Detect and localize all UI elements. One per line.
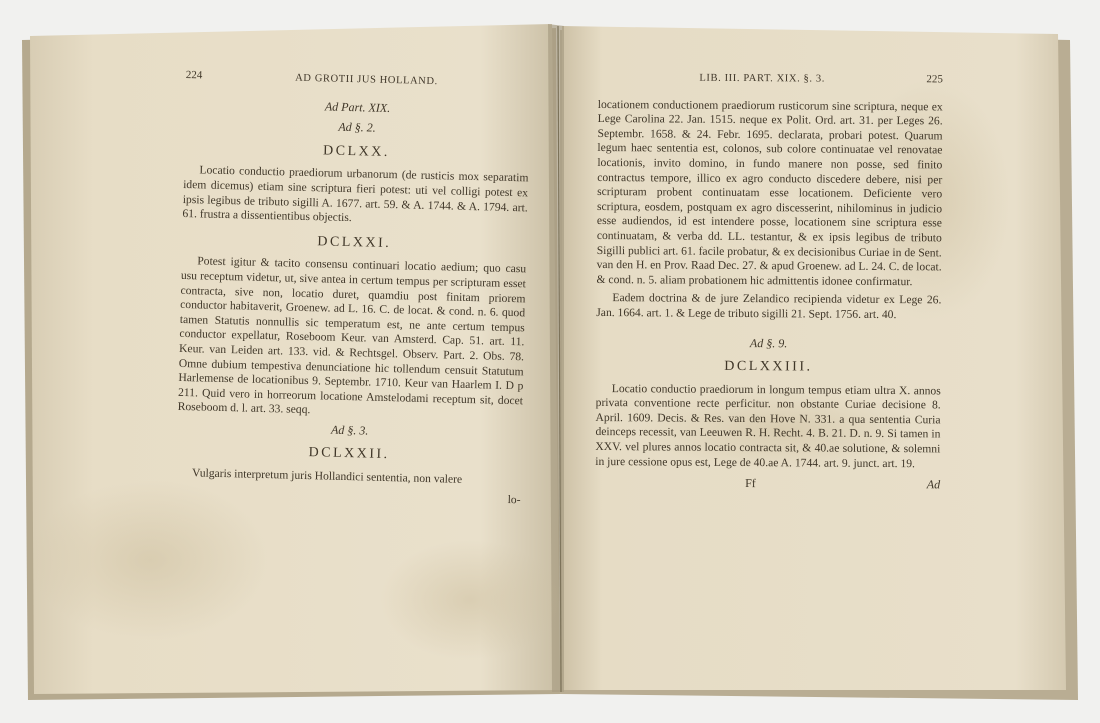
section-number: DCLXXII.	[308, 445, 390, 463]
right-page-number: 225	[926, 73, 943, 86]
catchword: lo-	[507, 492, 521, 506]
left-page-number: 224	[185, 68, 203, 82]
page-foot	[595, 475, 940, 492]
paper-stain	[380, 540, 560, 660]
part-heading: Ad Part. XIX.	[324, 99, 391, 115]
paragraph: Vulgaris interpretum juris Hollandici sententia, non valere	[191, 466, 463, 486]
left-page-text	[175, 68, 530, 508]
paragraph: Eadem doctrina & de jure Zelandico recipienda videtur ex Lege 26. Jan. 1664. art. 1. & Lege de tributo sigilli 21. Sept. 1756. art. 40.	[596, 291, 942, 321]
catchword: Ad	[926, 477, 941, 492]
section-number: DCLXX.	[322, 143, 391, 160]
sub-heading: Ad §. 9.	[749, 335, 788, 350]
sub-heading: Ad §. 3.	[330, 422, 369, 438]
left-running-title: AD GROTII JUS HOLLAND.	[295, 72, 438, 88]
section-number: DCLXXIII.	[724, 358, 813, 375]
paragraph: locationem conductionem praediorum rusticorum sine scriptura, neque ex Lege Carolina 22. Jan. 1515. neque ex Polit. Ord. art. 31. per Leges 26. Septembr. 1658. & 24. Febr. 1695. declarata, probari potest. Quarum legum haec sententia est, colonos, sub colore continuatae vel renovatae locationis, invito domino, in fundo manere non posse, sed finito contractus tempore, illico ex agro conducto discedere debere, nisi per scripturam probent continuatam esse locationem. Deficiente vero scriptura, eosdem, postquam ex agro discesserint, nihilominus in judicio esse audiendos, id est intendere posse, locationem sine scriptura esse continuatam, & verba dd. LL. testantur, & ex ipsis legibus de tributo Sigilli publici art. 61. facile probatur, & ex decisionibus Curiae in de Sent. van den H. en Prov. Raad Dec. 27. & apud Groenew. ad L. 24. C. de locat. & cond. n. 5. aliam probationem hic admittentis idonee confirmatur.	[596, 97, 943, 288]
right-page-text	[595, 70, 943, 492]
right-running-head	[598, 70, 943, 88]
sub-heading: Ad §. 2.	[338, 119, 376, 135]
paragraph: Potest igitur & tacito consensu continuari locatio aedium; quo casu usu receptum videtur, ut, sive antea in certum tempus per scripturam esset contracta, sive non, locatio duret, quamdiu post finitam priorem conductor habitaverit, Groenew. ad L. 16. C. de locat. & cond. n. 6. quod tamen Statutis nonnullis sic temperatum est, ne ante certum tempus conductor expellatur, Roseboom Keur. van Amsterd. Cap. 51. art. 11. Keur. van Leiden art. 133. vid. & Rechtsgel. Observ. Part. 2. Obs. 78. Omne dubium tempestiva denunciatione hic tollendum censuit Statutum Harlemense de locationibus 9. Septembr. 1710. Keur van Haarlem I. D p 211. Quid vero in horreorum locatione Amstelodami receptum sit, docet Roseboom d. l. art. 33. seqq.	[177, 254, 527, 417]
signature-mark: Ff	[745, 476, 756, 491]
section-number: DCLXXI.	[317, 234, 392, 251]
paragraph: Locatio conductio praediorum in longum tempus etiam ultra X. annos privata conventione recte perficitur. non obstante Curiae decisione 8. April. 1609. Decis. & Res. van den Hove N. 331. a qua sententia Curia deinceps recessit, van Leeuwen R. H. Recht. 4. B. 21. D. n. 9. Si tamen in XXV. vel plures annos locatio contracta sit, & 40.ae solutione, & solemni in jure cessione opus est, Lege de 40.ae A. 1744. art. 9. junct. art. 19.	[595, 381, 941, 470]
paragraph: Locatio conductio praediorum urbanorum (de rusticis mox separatim idem dicemus) etiam sine scriptura fieri potest: uti vel colligi potest ex ipsis legibus de tributo sigilli A. 1677. art. 59. & A. 1744. & A. 1794. art. 61. frustra a dissentientibus objectis.	[182, 163, 529, 225]
right-running-title: LIB. III. PART. XIX. §. 3.	[699, 72, 825, 85]
paper-stain	[30, 480, 270, 640]
